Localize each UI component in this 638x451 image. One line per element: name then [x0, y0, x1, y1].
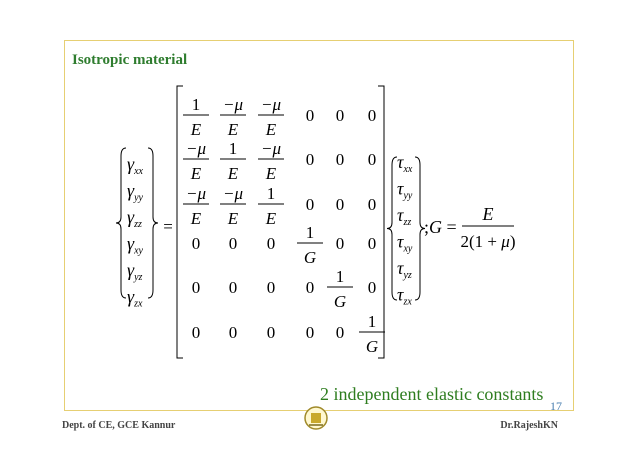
footer-department: Dept. of CE, GCE Kannur [62, 420, 176, 431]
matrix-zero: 0 [335, 150, 345, 169]
strain-component: $\gamma_{zx}$ [127, 286, 143, 310]
matrix-zero: 0 [367, 106, 377, 125]
matrix-denominator: E [190, 120, 202, 139]
matrix-zero: 0 [191, 278, 201, 297]
matrix-denominator: E [190, 209, 202, 228]
matrix-zero: 0 [266, 278, 276, 297]
matrix-numerator: 1 [367, 312, 377, 331]
matrix-zero: 0 [305, 278, 315, 297]
matrix-zero: 0 [367, 150, 377, 169]
matrix-zero: 0 [367, 278, 377, 297]
strain-component: $\gamma_{zz}$ [127, 207, 142, 230]
matrix-numerator: −μ [260, 139, 282, 158]
slide-title: Isotropic material [72, 52, 188, 68]
matrix-denominator: G [365, 337, 379, 356]
page-number: 17 [550, 399, 562, 413]
matrix-zero: 0 [335, 234, 345, 253]
stress-component: $\tau_{xy}$ [397, 231, 413, 255]
matrix-denominator: E [265, 120, 277, 139]
matrix-right-bracket [378, 86, 384, 358]
matrix-zero: 0 [228, 323, 238, 342]
strain-vector-left-brace [116, 148, 126, 298]
matrix-zero: 0 [191, 323, 201, 342]
matrix-denominator: E [265, 209, 277, 228]
matrix-numerator: −μ [222, 95, 244, 114]
shear-modulus-relation: ;G = [424, 217, 457, 237]
matrix-numerator: 1 [266, 184, 276, 203]
matrix-zero: 0 [367, 195, 377, 214]
matrix-denominator: E [265, 164, 277, 183]
matrix-denominator: E [190, 164, 202, 183]
matrix-left-bracket [177, 86, 183, 358]
equals-sign: = [163, 217, 173, 236]
matrix-zero: 0 [228, 278, 238, 297]
stress-component: $\tau_{xx}$ [397, 152, 413, 175]
stress-component: $\tau_{yz}$ [397, 258, 412, 281]
matrix-denominator: E [227, 164, 239, 183]
stress-vector-left-brace [387, 157, 397, 300]
matrix-denominator: E [227, 120, 239, 139]
footer-author: Dr.RajeshKN [500, 420, 558, 431]
matrix-zero: 0 [305, 323, 315, 342]
matrix-zero: 0 [367, 234, 377, 253]
strain-component: $\gamma_{yz}$ [127, 260, 143, 283]
matrix-numerator: −μ [185, 139, 207, 158]
independent-constants-note: 2 independent elastic constants [320, 384, 544, 404]
stress-component: $\tau_{zx}$ [397, 284, 412, 308]
shear-modulus-numerator: E [482, 204, 494, 224]
matrix-zero: 0 [191, 234, 201, 253]
matrix-zero: 0 [228, 234, 238, 253]
matrix-zero: 0 [335, 195, 345, 214]
matrix-numerator: −μ [222, 184, 244, 203]
matrix-zero: 0 [305, 195, 315, 214]
matrix-zero: 0 [266, 234, 276, 253]
strain-component: $\gamma_{yy}$ [127, 180, 143, 204]
matrix-numerator: 1 [228, 139, 238, 158]
matrix-zero: 0 [305, 106, 315, 125]
matrix-numerator: 1 [335, 267, 345, 286]
matrix-zero: 0 [335, 106, 345, 125]
strain-component: $\gamma_{xy}$ [127, 233, 143, 257]
matrix-numerator: 1 [191, 95, 201, 114]
matrix-numerator: −μ [185, 184, 207, 203]
stress-component: $\tau_{zz}$ [397, 205, 412, 228]
matrix-zero: 0 [335, 323, 345, 342]
matrix-numerator: −μ [260, 95, 282, 114]
matrix-numerator: 1 [305, 223, 315, 242]
shear-modulus-denominator: 2(1 + μ) [460, 232, 516, 251]
strain-vector-right-brace [148, 148, 158, 298]
college-logo-icon [303, 405, 329, 431]
matrix-denominator: G [303, 248, 317, 267]
matrix-zero: 0 [305, 150, 315, 169]
matrix-denominator: G [333, 292, 347, 311]
matrix-zero: 0 [266, 323, 276, 342]
stress-component: $\tau_{yy}$ [397, 178, 413, 202]
strain-component: $\gamma_{xx}$ [127, 154, 143, 177]
matrix-denominator: E [227, 209, 239, 228]
